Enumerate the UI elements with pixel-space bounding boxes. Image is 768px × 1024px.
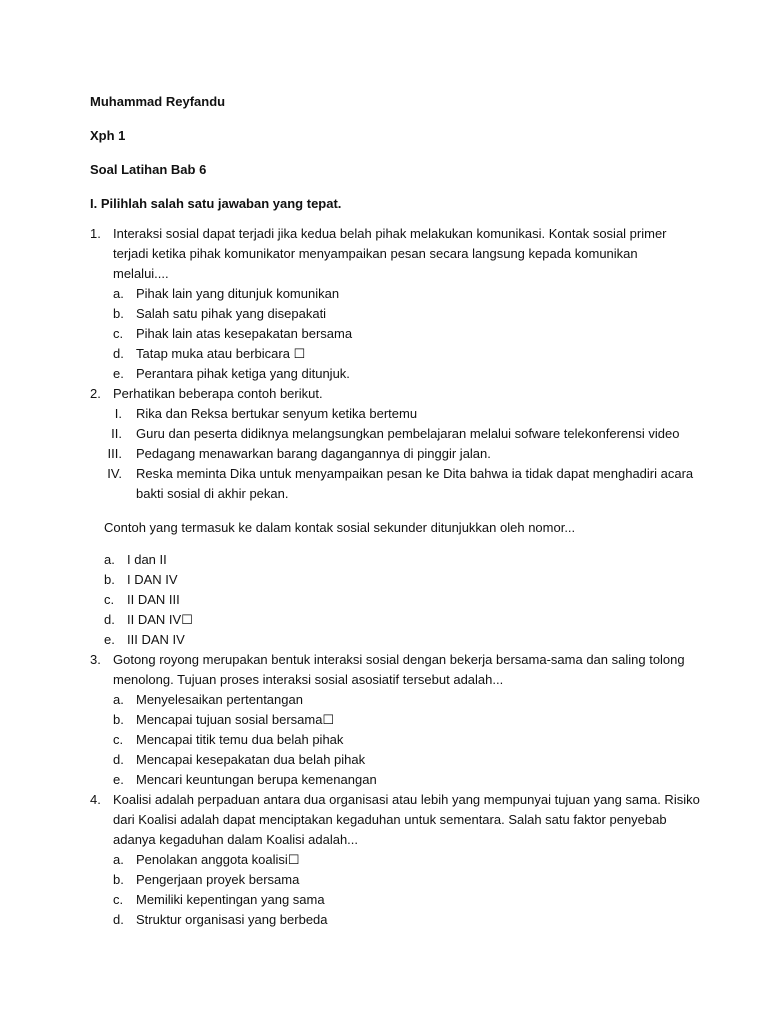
question-text-line: adanya kegaduhan dalam Koalisi adalah...: [113, 832, 359, 847]
option-letter: a.: [104, 552, 115, 567]
option-letter: b.: [113, 712, 124, 727]
item-text: Reska meminta Dika untuk menyampaikan pesan ke Dita bahwa ia tidak dapat menghadiri acara: [136, 466, 694, 481]
option-text: Tatap muka atau berbicara ☐: [136, 346, 306, 361]
option-text: I dan II: [127, 552, 167, 567]
option-text: Mencapai kesepakatan dua belah pihak: [136, 752, 366, 767]
option-text: Mencari keuntungan berupa kemenangan: [136, 772, 377, 787]
option-text: Perantara pihak ketiga yang ditunjuk.: [136, 366, 350, 381]
option-text: Struktur organisasi yang berbeda: [136, 912, 328, 927]
section-instruction: I. Pilihlah salah satu jawaban yang tepat.: [90, 196, 342, 211]
item-text: Guru dan peserta didiknya melangsungkan pembelajaran melalui sofware telekonferensi video: [136, 426, 680, 441]
option-text: Pihak lain atas kesepakatan bersama: [136, 326, 353, 341]
question-text-line: Gotong royong merupakan bentuk interaksi sosial dengan bekerja bersama-sama dan saling tolong: [113, 652, 685, 667]
question-text-line: melalui....: [113, 266, 169, 281]
option-letter: d.: [104, 612, 115, 627]
item-numeral: II.: [111, 426, 122, 441]
option-text: II DAN III: [127, 592, 180, 607]
item-numeral: III.: [107, 446, 122, 461]
option-letter: d.: [113, 346, 124, 361]
question-prompt: Contoh yang termasuk ke dalam kontak sosial sekunder ditunjukkan oleh nomor...: [104, 520, 576, 535]
student-class: Xph 1: [90, 128, 126, 143]
student-name: Muhammad Reyfandu: [90, 94, 226, 109]
question-text-line: menolong. Tujuan proses interaksi sosial asosiatif tersebut adalah...: [113, 672, 504, 687]
option-text: Menyelesaikan pertentangan: [136, 692, 303, 707]
option-text: Salah satu pihak yang disepakati: [136, 306, 327, 321]
question-text-line: Perhatikan beberapa contoh berikut.: [113, 386, 323, 401]
option-letter: a.: [113, 852, 124, 867]
option-letter: a.: [113, 692, 124, 707]
option-letter: d.: [113, 752, 124, 767]
question-text-line: dari Koalisi adalah dapat menciptakan kegaduhan untuk sementara. Salah satu faktor penyebab: [113, 812, 667, 827]
question-text-line: Koalisi adalah perpaduan antara dua organisasi atau lebih yang mempunyai tujuan yang sama. Risiko: [113, 792, 700, 807]
option-letter: e.: [113, 366, 124, 381]
option-text: Pengerjaan proyek bersama: [136, 872, 300, 887]
option-letter: c.: [104, 592, 115, 607]
question-number: 3.: [90, 652, 101, 667]
item-text: Pedagang menawarkan barang dagangannya di pinggir jalan.: [136, 446, 491, 461]
option-letter: d.: [113, 912, 124, 927]
question-number: 1.: [90, 226, 101, 241]
option-text: Mencapai tujuan sosial bersama☐: [136, 712, 335, 727]
option-text: II DAN IV☐: [127, 612, 193, 627]
option-letter: e.: [113, 772, 124, 787]
option-letter: c.: [113, 732, 124, 747]
item-numeral: I.: [114, 406, 122, 421]
question-number: 4.: [90, 792, 101, 807]
document-title: Soal Latihan Bab 6: [90, 162, 207, 177]
item-numeral: IV.: [107, 466, 122, 481]
option-letter: b.: [113, 872, 124, 887]
option-text: I DAN IV: [127, 572, 178, 587]
option-letter: b.: [113, 306, 124, 321]
question-text-line: Interaksi sosial dapat terjadi jika kedua belah pihak melakukan komunikasi. Kontak sosial primer: [113, 226, 667, 241]
item-text: bakti sosial di akhir pekan.: [136, 486, 289, 501]
option-text: Pihak lain yang ditunjuk komunikan: [136, 286, 340, 301]
option-letter: e.: [104, 632, 115, 647]
option-text: Mencapai titik temu dua belah pihak: [136, 732, 344, 747]
option-text: Memiliki kepentingan yang sama: [136, 892, 325, 907]
option-text: III DAN IV: [127, 632, 185, 647]
option-text: Penolakan anggota koalisi☐: [136, 852, 300, 867]
option-letter: c.: [113, 326, 124, 341]
option-letter: b.: [104, 572, 115, 587]
question-text-line: terjadi ketika pihak komunikator menyampaikan pesan secara langsung kepada komunikan: [113, 246, 638, 261]
question-number: 2.: [90, 386, 101, 401]
option-letter: c.: [113, 892, 124, 907]
item-text: Rika dan Reksa bertukar senyum ketika bertemu: [136, 406, 418, 421]
option-letter: a.: [113, 286, 124, 301]
